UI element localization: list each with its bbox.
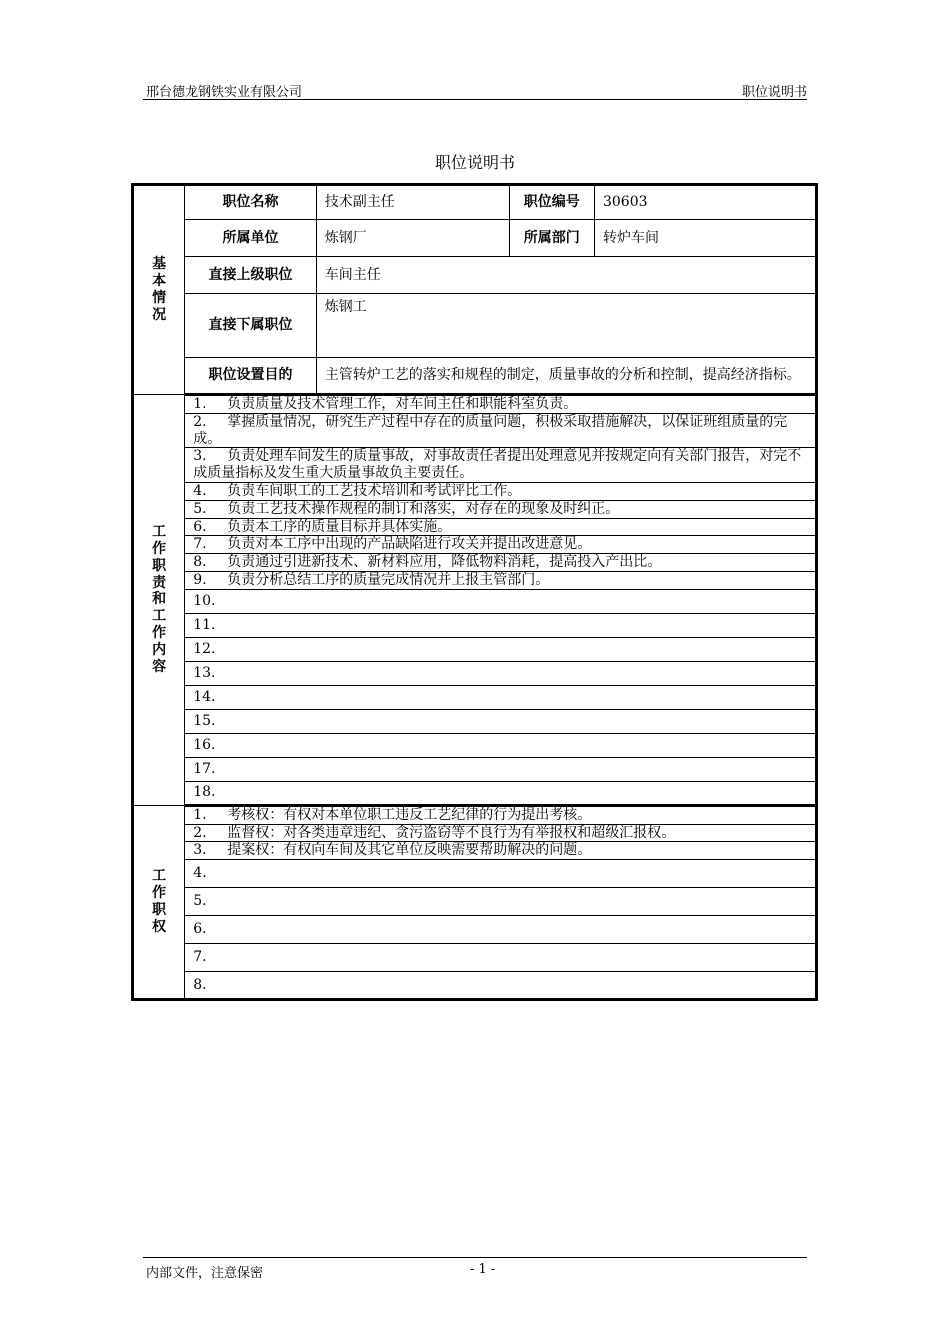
job-title-label: 职位名称 [185,185,317,220]
department-label: 所属部门 [509,220,594,257]
item-number: 6. [193,921,207,938]
list-item [133,781,817,805]
list-item-text [185,613,817,637]
item-number: 6. [193,518,207,535]
document-title: 职位说明书 [434,153,515,172]
list-item [133,685,817,709]
list-item [133,482,817,500]
section-authority: 工作职权 [133,805,185,999]
item-number: 7. [193,949,207,966]
item-number: 4. [193,482,207,499]
list-item [133,860,817,888]
item-number: 14. [193,688,216,705]
job-description-table [131,183,818,1001]
list-item [133,824,817,842]
item-text: 掌握质量情况，研究生产过程中存在的质量问题，积极采取措施解决，以保证班组质量的完成。 [193,413,788,447]
list-item [133,395,817,414]
item-number: 13. [193,664,216,681]
page-number: - 1 - [470,1262,496,1277]
purpose-label: 职位设置目的 [185,358,317,395]
list-item [133,589,817,613]
list-item [133,842,817,860]
authority-section [133,805,817,999]
list-item-text [185,413,817,448]
item-number: 4. [193,865,207,882]
list-item [133,757,817,781]
list-item-text [185,824,817,842]
superior-label: 直接上级职位 [185,257,317,294]
list-item [133,413,817,448]
job-code-label: 职位编号 [509,185,594,220]
list-item-text [185,757,817,781]
item-number: 12. [193,640,216,657]
duties-section [133,395,817,806]
header-doc-type: 职位说明书 [741,85,807,100]
footer-divider [143,1257,807,1258]
subordinate-label: 直接下属职位 [185,294,317,358]
item-number: 5. [193,500,207,517]
list-item [133,554,817,572]
list-item [133,709,817,733]
item-text: 负责处理车间发生的质量事故，对事故责任者提出处理意见并按规定向有关部门报告，对完不成质量指标及发生重大质量事故负主要责任。 [193,448,802,482]
list-item-text [185,709,817,733]
list-item [133,733,817,757]
list-item-text [185,554,817,572]
section-basic-info: 基本情况 [133,185,185,395]
list-item-text [185,448,817,483]
item-number: 16. [193,736,216,753]
item-text: 负责对本工序中出现的产品缺陷进行攻关并提出改进意见。 [227,536,592,553]
header-divider [143,99,807,100]
list-item [133,972,817,1000]
list-item [133,888,817,916]
item-number: 15. [193,712,216,729]
item-number: 2. [193,824,207,841]
item-number: 9. [193,571,207,588]
list-item [133,448,817,483]
list-item-text [185,661,817,685]
list-item [133,518,817,536]
item-text: 负责本工序的质量目标并具体实施。 [227,518,452,535]
list-item-text [185,536,817,554]
list-item-text [185,733,817,757]
item-number: 7. [193,536,207,553]
item-text: 负责分析总结工序的质量完成情况并上报主管部门。 [227,571,550,588]
list-item-text [185,685,817,709]
list-item [133,661,817,685]
item-number: 8. [193,976,207,993]
list-item-text [185,571,817,589]
item-number: 3. [193,842,207,859]
item-number: 2. [193,413,207,430]
list-item-text [185,916,817,944]
item-number: 5. [193,893,207,910]
list-item [133,916,817,944]
item-number: 1. [193,806,207,823]
list-item [133,500,817,518]
list-item-text [185,888,817,916]
subordinate-value: 炼钢工 [316,294,816,358]
header-company: 邢台德龙钢铁实业有限公司 [146,85,303,100]
list-item [133,637,817,661]
item-text: 负责质量及技术管理工作，对车间主任和职能科室负责。 [227,396,578,412]
item-text: 监督权：对各类违章违纪、贪污盗窃等不良行为有举报权和超级汇报权。 [227,824,676,841]
footer-note: 内部文件，注意保密 [146,1266,264,1281]
list-item-text [185,589,817,613]
item-number: 11. [193,616,216,633]
list-item [133,571,817,589]
list-item-text [185,482,817,500]
unit-label: 所属单位 [185,220,317,257]
list-item-text [185,518,817,536]
item-number: 17. [193,760,216,777]
list-item-text [185,500,817,518]
item-text: 负责工艺技术操作规程的制订和落实，对存在的现象及时纠正。 [227,500,620,517]
list-item-text [185,781,817,805]
list-item [133,613,817,637]
list-item-text [185,395,817,414]
item-text: 考核权：有权对本单位职工违反工艺纪律的行为提出考核。 [227,806,592,823]
item-number: 10. [193,592,216,609]
purpose-value: 主管转炉工艺的落实和规程的制定，质量事故的分析和控制，提高经济指标。 [316,358,816,395]
superior-value: 车间主任 [316,257,816,294]
item-number: 3. [193,448,207,465]
job-title-value: 技术副主任 [316,185,509,220]
list-item [133,536,817,554]
list-item-text [185,842,817,860]
job-code-value: 30603 [594,185,816,220]
item-text: 提案权：有权向车间及其它单位反映需要帮助解决的问题。 [227,842,592,859]
item-number: 8. [193,554,207,571]
list-item-text [185,944,817,972]
list-item-text [185,637,817,661]
list-item [133,944,817,972]
list-item-text [185,805,817,824]
list-item-text [185,972,817,1000]
item-number: 18. [193,784,216,801]
unit-value: 炼钢厂 [316,220,509,257]
list-item [133,805,817,824]
section-duties: 工作职责和工作内容 [133,395,185,806]
department-value: 转炉车间 [594,220,816,257]
list-item-text [185,860,817,888]
item-number: 1. [193,396,207,412]
item-text: 负责通过引进新技术、新材料应用，降低物料消耗，提高投入产出比。 [227,554,662,571]
item-text: 负责车间职工的工艺技术培训和考试评比工作。 [227,482,522,499]
